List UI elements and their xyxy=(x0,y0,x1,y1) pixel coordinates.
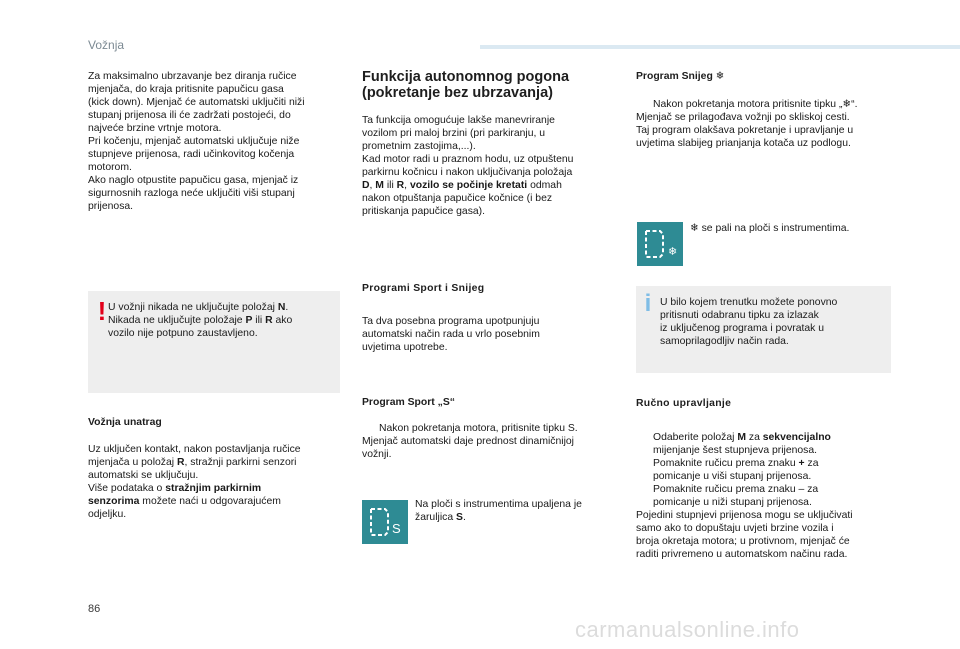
reverse-paragraph: Uz uključen kontakt, nakon postavljanja ručice mjenjača u položaj R, stražnji parkirni senzori automatski se uključuju. Više podataka o stražnjim parkirnim senzorima možete naći u odgovarajućem odjeljku. xyxy=(88,444,301,520)
snow-lamp-text: ❄ se pali na ploči s instrumentima. xyxy=(690,223,850,234)
info-box: i U bilo kojem trenutku možete ponovno pritisnuti odabranu tipku za izlazak iz uključenog programa i povratak u samoprilagodljiv način rada. xyxy=(636,286,891,373)
manual-step-1: Odaberite položaj M za sekvencijalno mijenjanje šest stupnjeva prijenosa. xyxy=(636,431,892,457)
programs-heading: Programi Sport i Snijeg xyxy=(362,283,485,294)
warning-box: ! U vožnji nikada ne uključujte položaj N. Nikada ne uključujte položaje P ili R ako vozilo nije potpuno zaustavljeno. xyxy=(88,291,340,393)
watermark: carmanualsonline.info xyxy=(575,617,800,642)
programs-paragraph: Ta dva posebna programa upotpunjuju automatski način rada u vrlo posebnim uvjetima upotrebe. xyxy=(362,316,540,353)
snow-warning-lamp-icon: ❄ xyxy=(637,222,683,266)
bullet-icon xyxy=(636,98,653,111)
sport-heading: Program Sport „S“ xyxy=(362,397,455,408)
manual-heading: Ručno upravljanje xyxy=(636,398,732,409)
manual-step-2: Pomaknite ručicu prema znaku + za pomicanje u viši stupanj prijenosa. xyxy=(636,457,892,483)
bullet-icon xyxy=(636,457,653,483)
warning-icon: ! xyxy=(97,296,107,326)
manual-paragraph: Odaberite položaj M za sekvencijalno mijenjanje šest stupnjeva prijenosa. Pomaknite ručicu prema znaku + za pomicanje u viši stupanj prijenosa. Pomaknite ručicu prema znaku – za pomicanje u niži stupanj prijenosa. Pojedini stupnjevi prijenosa mogu se uključivati samo ako to dopuštaju uvjeti brzine vozila i broja okretaja motora; u protivnom, mjenjač će raditi privremeno u automatskom načinu rada. xyxy=(636,431,892,561)
bullet-icon xyxy=(362,422,379,435)
bullet-icon xyxy=(636,483,653,509)
header-bar xyxy=(480,45,960,49)
autonomous-paragraph: Ta funkcija omogućuje lakše manevriranje vozilom pri maloj brzini (pri parkiranju, u prometnim zastojima,...). Kad motor radi u praznom hodu, uz otpuštenu parkirnu kočnicu i nakon uključivanja položaja D, M ili R, vozilo se počinje kretati odmah nakon otpuštanja papučice kočnice (i bez pritiskanja papučice gasa). xyxy=(362,115,574,217)
bullet-icon xyxy=(636,431,653,457)
section-title: Vožnja xyxy=(88,38,125,52)
manual-step-3: Pomaknite ručicu prema znaku – za pomicanje u niži stupanj prijenosa. xyxy=(636,483,892,509)
kickdown-paragraph: Za maksimalno ubrzavanje bez diranja ručice mjenjača, do kraja pritisnite papučicu gasa (kick down). Mjenjač će automatski uključiti niži stupanj prijenosa ili će zadržati postojeći, do najveće brzine vrtnje motora. Pri kočenju, mjenjač automatski uključuje niže stupnjeve prijenosa, radi učinkovitog kočenja motorom. Ako naglo otpustite papučicu gasa, mjenjač iz sigurnosnih razloga neće uključiti viši stupanj prijenosa. xyxy=(88,71,305,212)
reverse-heading: Vožnja unatrag xyxy=(88,417,162,428)
sport-lamp-text: Na ploči s instrumentima upaljena je žaruljica S. xyxy=(415,499,582,523)
sport-paragraph: Nakon pokretanja motora, pritisnite tipku S. Mjenjač automatski daje prednost dinamičnijoj vožnji. xyxy=(362,423,578,460)
page-number: 86 xyxy=(88,603,101,615)
info-icon: i xyxy=(644,290,652,317)
snow-paragraph: Nakon pokretanja motora pritisnite tipku „❄“. Mjenjač se prilagođava vožnji po skliskoj cesti. Taj program olakšava pokretanje i upravljanje u uvjetima slabijeg prianjanja kotača uz podlogu. xyxy=(636,99,858,149)
snow-heading: Program Snijeg ❄ xyxy=(636,71,725,82)
autonomous-heading: Funkcija autonomnog pogona (pokretanje bez ubrzavanja) xyxy=(362,69,570,101)
sport-warning-lamp-icon: S xyxy=(362,500,408,544)
